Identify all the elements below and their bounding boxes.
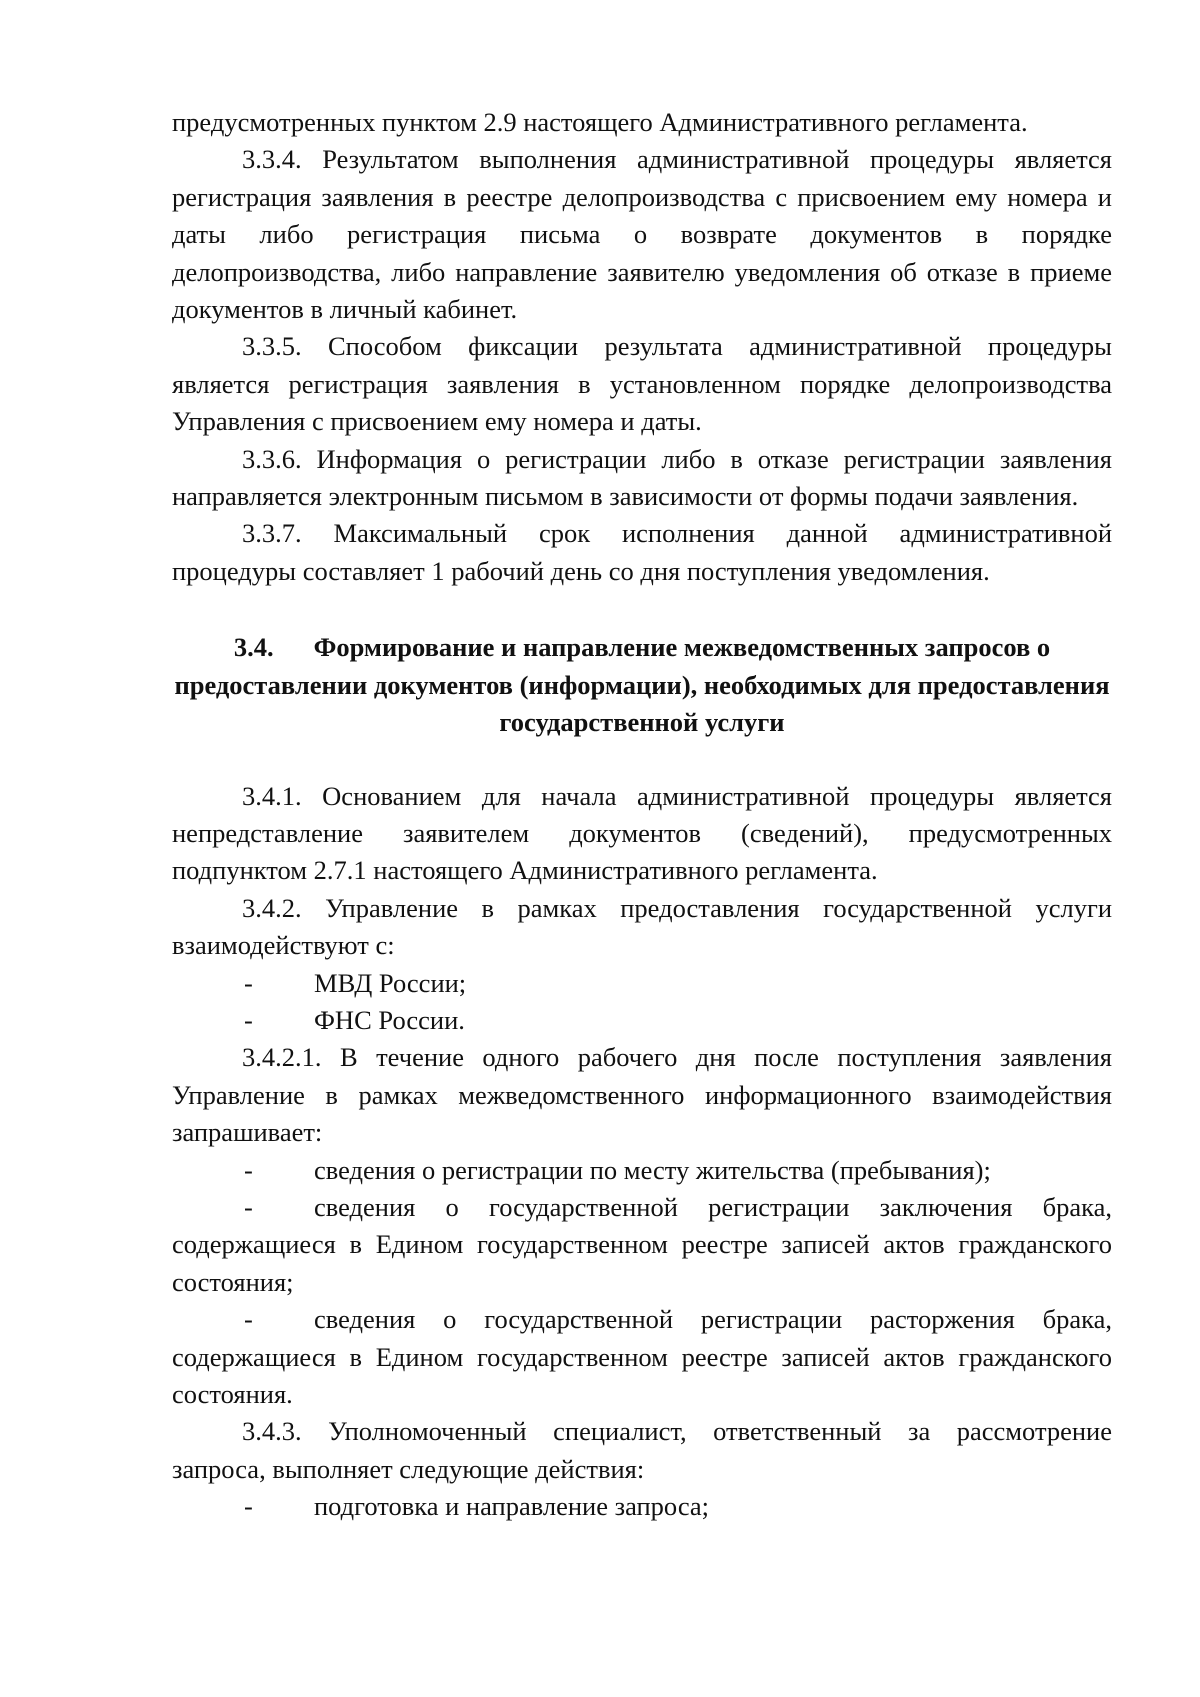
- list-dash: -: [244, 1154, 253, 1185]
- list-item-marriage: [172, 1189, 1112, 1301]
- document-page: [172, 104, 1112, 1526]
- list-dash: -: [244, 967, 253, 998]
- list-item-text: ФНС России.: [314, 1004, 465, 1035]
- list-item-divorce: [172, 1301, 1112, 1413]
- section-heading-number: 3.4.: [233, 632, 274, 663]
- list-dash: -: [244, 1004, 253, 1035]
- paragraph-continuation: предусмотренных пунктом 2.9 настоящего Административного регламента.: [172, 107, 1028, 137]
- paragraph-3-3-4: 3.3.4. Результатом выполнения административной процедуры является регистрация заявления в реестре делопроизводства с присвоением ему номера и даты либо регистрация письма о возврате документов в порядке делопроизводства, либо направление заявителю уведомления об отказе в приеме документов в личный кабинет.: [172, 144, 1112, 325]
- list-item-text: сведения о регистрации по месту жительства (пребывания);: [314, 1154, 991, 1185]
- list-item-text: МВД России;: [314, 967, 467, 998]
- list-item-mvd: [172, 965, 1112, 1002]
- section-heading-text: Формирование и направление межведомственных запросов о предоставлении документов (информации), необходимых для предоставления государственной услуги: [174, 632, 1110, 738]
- list-dash: -: [244, 1304, 253, 1335]
- list-item-text: сведения о государственной регистрации расторжения брака, содержащиеся в Едином государственном реестре записей актов гражданского состояния.: [172, 1304, 1112, 1409]
- list-dash: -: [244, 1191, 253, 1222]
- list-item-request: [172, 1488, 1112, 1525]
- list-item-text: сведения о государственной регистрации заключения брака, содержащиеся в Едином государственном реестре записей актов гражданского состояния;: [172, 1191, 1112, 1297]
- paragraph-3-3-7: 3.3.7. Максимальный срок исполнения данной административной процедуры составляет 1 рабочий день со дня поступления уведомления.: [172, 518, 1112, 586]
- paragraph-3-4-2: 3.4.2. Управление в рамках предоставления государственной услуги взаимодействуют с:: [172, 892, 1112, 961]
- paragraph-3-4-1: 3.4.1. Основанием для начала административной процедуры является непредставление заявителем документов (сведений), предусмотренных подпунктом 2.7.1 настоящего Административного регламента.: [172, 780, 1112, 886]
- paragraph-3-3-5: 3.3.5. Способом фиксации результата административной процедуры является регистрация заявления в установленном порядке делопроизводства Управления с присвоением ему номера и даты.: [172, 331, 1112, 437]
- list-item-text: подготовка и направление запроса;: [314, 1491, 710, 1522]
- paragraph-3-4-2-1: 3.4.2.1. В течение одного рабочего дня после поступления заявления Управление в рамках межведомственного информационного взаимодействия запрашивает:: [172, 1042, 1112, 1148]
- paragraph-3-4-3: 3.4.3. Уполномоченный специалист, ответственный за рассмотрение запроса, выполняет следующие действия:: [172, 1416, 1112, 1484]
- list-item-residence: [172, 1152, 1112, 1189]
- paragraph-3-3-6: 3.3.6. Информация о регистрации либо в отказе регистрации заявления направляется электронным письмом в зависимости от формы подачи заявления.: [172, 443, 1112, 512]
- section-heading-3-4: [172, 629, 1112, 741]
- list-item-fns: [172, 1002, 1112, 1039]
- list-dash: -: [244, 1491, 253, 1522]
